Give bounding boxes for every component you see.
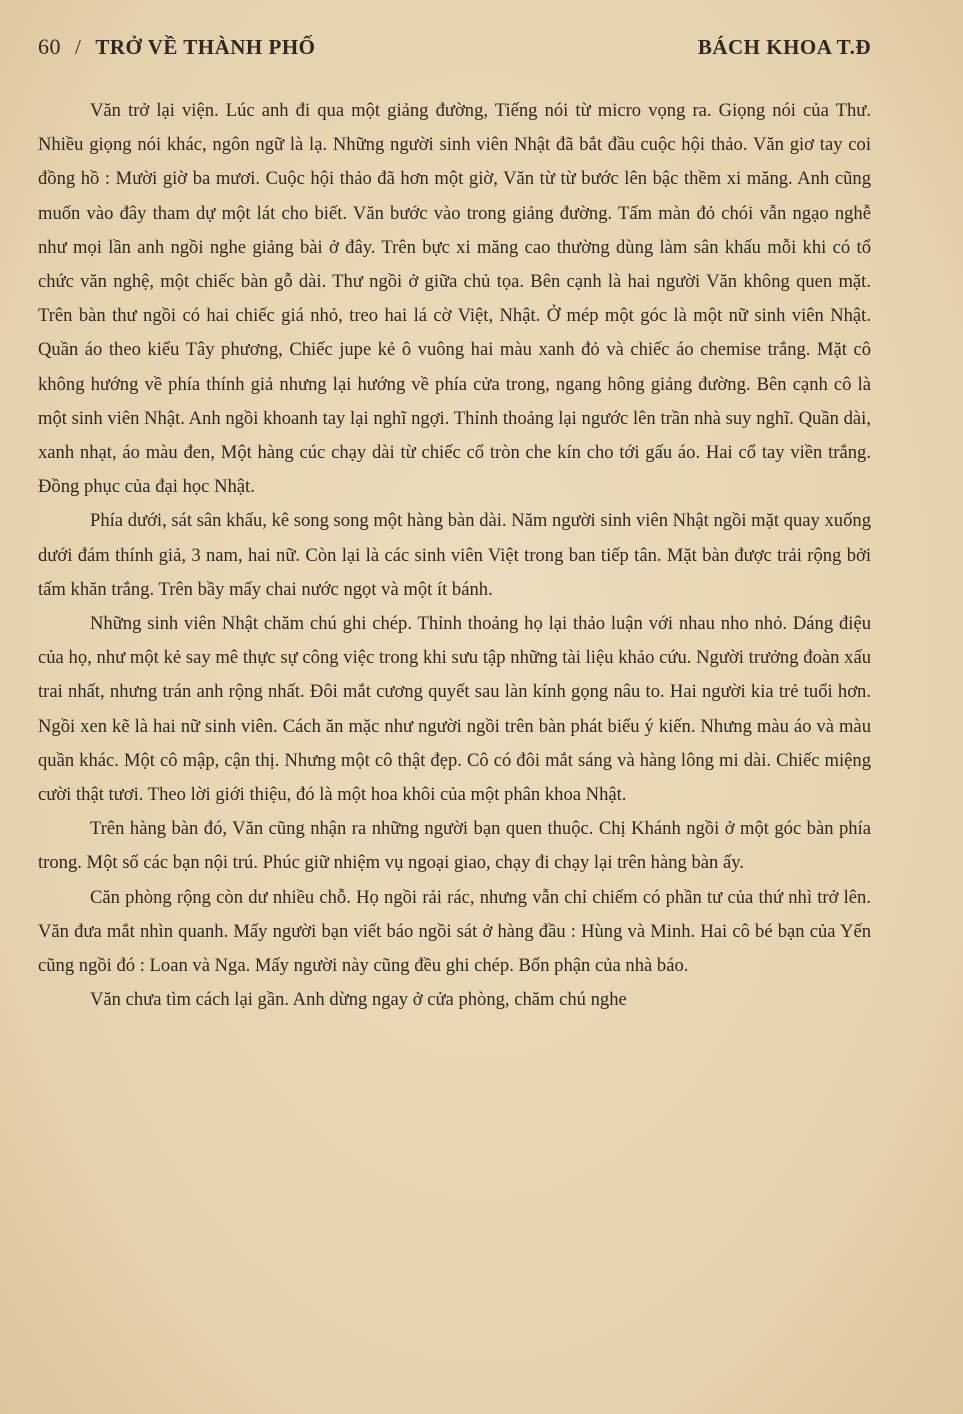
- paragraph: Căn phòng rộng còn dư nhiều chỗ. Họ ngồi rải rác, nhưng vẫn chỉ chiếm có phần tư của thứ nhì trở lên. Văn đưa mắt nhìn quanh. Mấy người bạn viết báo ngồi sát ở hàng đầu : Hùng và Minh. Hai cô bé bạn của Yến cũng ngồi đó : Loan và Nga. Mấy người này cũng đều ghi chép. Bổn phận của nhà báo.: [38, 886, 871, 977]
- header-left: [38, 34, 316, 60]
- header-separator: /: [75, 35, 82, 59]
- paragraph: Trên hàng bàn đó, Văn cũng nhận ra những người bạn quen thuộc. Chị Khánh ngồi ở một góc bàn phía trong. Một số các bạn nội trú. Phúc giữ nhiệm vụ ngoại giao, chạy đi chạy lại trên hàng bàn ấy.: [38, 818, 871, 874]
- paragraph: Những sinh viên Nhật chăm chú ghi chép. Thỉnh thoảng họ lại thảo luận với nhau nho nhỏ. Dáng điệu của họ, như một kẻ say mê thực sự công việc trong khi sưu tập những tài liệu khảo cứu. Người trưởng đoàn xấu trai nhất, nhưng trán anh rộng nhất. Đôi mắt cương quyết sau làn kính gọng nâu to. Hai người kia trẻ tuổi hơn. Ngồi xen kẽ là hai nữ sinh viên. Cách ăn mặc như người ngồi trên bàn phát biểu ý kiến. Nhưng màu áo và màu quần khác. Một cô mập, cận thị. Nhưng một cô thật đẹp. Cô có đôi mắt sáng và hàng lông mi dài. Chiếc miệng cười thật tươi. Theo lời giới thiệu, đó là một hoa khôi của một phân khoa Nhật.: [38, 613, 871, 806]
- paragraph: Văn trở lại viện. Lúc anh đi qua một giảng đường, Tiếng nói từ micro vọng ra. Giọng nói của Thư. Nhiều giọng nói khác, ngôn ngữ là lạ. Những người sinh viên Nhật đã bắt đầu cuộc hội thảo. Văn giơ tay coi đồng hồ : Mười giờ ba mươi. Cuộc hội thảo đã hơn một giờ, Văn từ từ bước lên bậc thềm xi măng. Anh cũng muốn vào đây tham dự một lát cho biết. Văn bước vào trong giảng đường. Tấm màn đỏ chói vẫn ngạo nghễ như mọi lần anh ngồi nghe giảng bài ở đây. Trên bực xi măng cao thường dùng làm sân khấu mỗi khi có tổ chức văn nghệ, một chiếc bàn gỗ dài. Thư ngồi ở giữa chủ tọa. Bên cạnh là hai người Văn không quen mặt. Trên bàn thư ngồi có hai chiếc giá nhỏ, treo hai lá cờ Việt, Nhật. Ở mép một góc là một nữ sinh viên Nhật. Quần áo theo kiểu Tây phương, Chiếc jupe kẻ ô vuông hai màu xanh đỏ và chiếc áo chemise trắng. Mặt cô không hướng về phía thính giả nhưng lại hướng về phía cửa trong, ngang hông giảng đường. Bên cạnh cô là một sinh viên Nhật. Anh ngồi khoanh tay lại nghĩ ngợi. Thỉnh thoảng lại ngước lên trần nhà suy nghĩ. Quần dài, xanh nhạt, áo màu đen, Một hàng cúc chạy dài từ chiếc cổ tròn che kín cho tới gấu áo. Hai cổ tay viền trắng. Đồng phục của đại học Nhật.: [38, 100, 871, 498]
- paragraph: Văn chưa tìm cách lại gần. Anh dừng ngay ở cửa phòng, chăm chú nghe: [90, 989, 627, 1011]
- chapter-title: TRỞ VỀ THÀNH PHỐ: [95, 35, 316, 59]
- body-text: [38, 94, 871, 1017]
- running-header: [38, 34, 871, 80]
- publication-name: BÁCH KHOA T.Đ: [697, 35, 871, 59]
- page-number: 60: [38, 34, 61, 59]
- paragraph: Phía dưới, sát sân khấu, kê song song một hàng bàn dài. Năm người sinh viên Nhật ngồi mặt quay xuống dưới đám thính giả, 3 nam, hai nữ. Còn lại là các sinh viên Việt trong ban tiếp tân. Mặt bàn được trải rộng bởi tấm khăn trắng. Trên bầy mấy chai nước ngọt và một ít bánh.: [38, 510, 871, 600]
